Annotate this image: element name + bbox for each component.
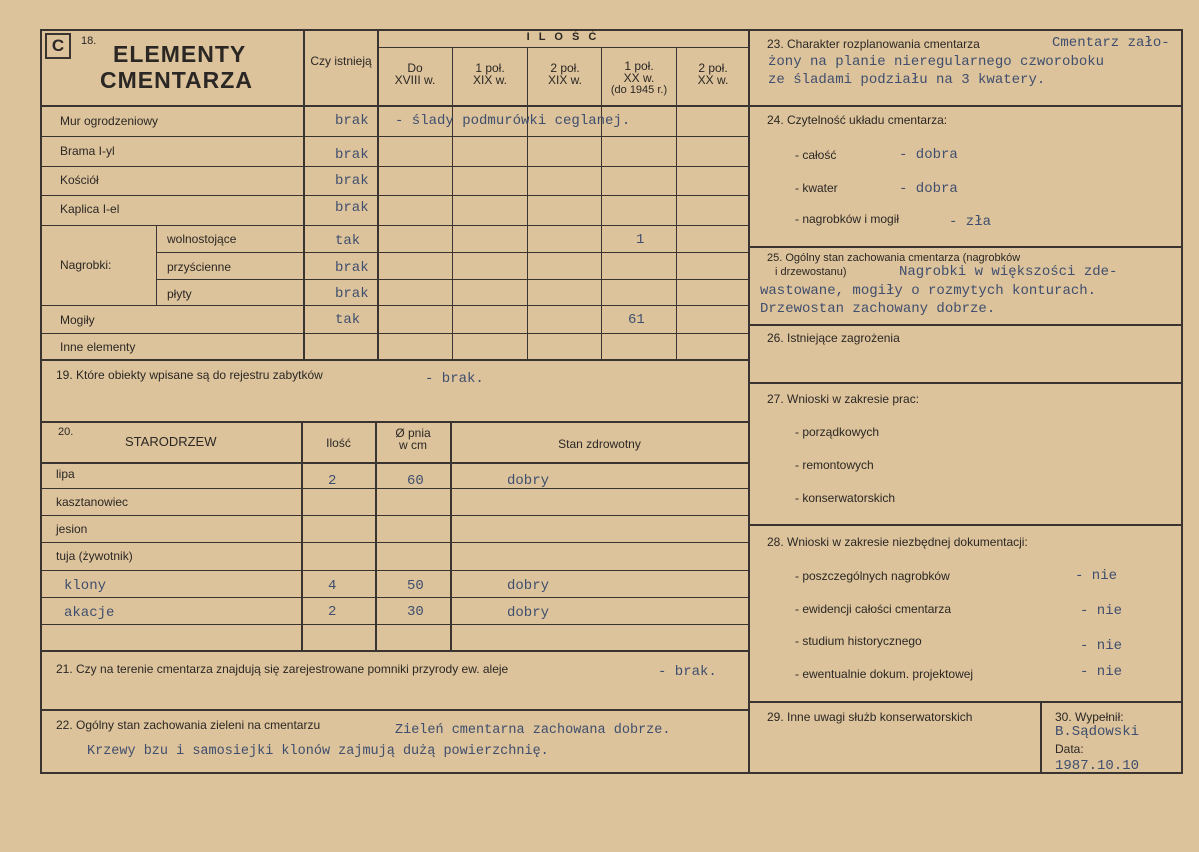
section-23-line1: Cmentarz zało- [1052,35,1170,51]
s28-item-value-4: - nie [1080,664,1123,680]
s27-item-2: - remontowych [795,458,874,472]
period-line-1: 1 poł. [475,61,505,75]
col-czy-istnieja: Czy istnieją [310,54,372,68]
section-29-label: 29. Inne uwagi służb konserwatorskich [767,710,973,724]
s24-item-label-3: - nagrobków i mogił [795,212,900,226]
section-21-answer: - brak. [658,664,717,680]
section-28-label: 28. Wnioski w zakresie niezbędnej dokumentacji: [767,535,1028,549]
section-25-label-line1: 25. Ogólny stan zachowania cmentarza (nagrobków [767,252,1021,264]
row-value-mur: brak [335,113,369,129]
row-label-mur: Mur ogrodzeniowy [60,114,159,128]
period-line-2: XIX w. [547,73,582,87]
tree-name-klony: klony [64,578,107,594]
s24-item-value-2: - dobra [899,181,958,197]
mur-note: - ślady podmurówki ceglanej. [395,113,631,129]
tree-diam-akacje: 30 [407,604,424,620]
row-label-plyty: płyty [167,287,192,301]
period-header-5 [677,62,749,86]
period-line-1: Do [407,61,423,75]
section-18-number: 18. [81,35,97,47]
s28-item-value-3: - nie [1080,638,1123,654]
section-26-label: 26. Istniejące zagrożenia [767,331,900,345]
s27-item-3: - konserwatorskich [795,491,896,505]
date-label: Data: [1055,742,1084,756]
period-header-1 [378,62,452,86]
section-19-answer: - brak. [425,371,484,387]
tree-state-akacje: dobry [507,605,550,621]
s28-item-value-1: - nie [1075,568,1118,584]
row-label-przyscienne: przyścienne [167,260,232,274]
row-label-nagrobki: Nagrobki: [60,258,112,272]
s24-item-value-3: - zła [949,214,992,230]
period-line-2: XIX w. [472,73,507,87]
s28-item-label-4: - ewentualnie dokum. projektowej [795,667,974,681]
tree-name-akacje: akacje [64,605,115,621]
section-22-answer-line2: Krzewy bzu i samosiejki klonów zajmują dużą powierzchnię. [87,744,549,759]
col-pnia-line2: w cm [399,438,427,452]
s28-item-label-3: - studium historycznego [795,634,922,648]
s28-item-value-2: - nie [1080,603,1123,619]
row-value-kosciol: brak [335,173,369,189]
period-line-2: XX w. [623,71,655,85]
section-25-line2: wastowane, mogiły o rozmytych konturach. [760,283,1097,299]
section-25-label-line2: i drzewostanu) [775,266,847,278]
tree-count-lipa: 2 [328,473,337,489]
section-27-label: 27. Wnioski w zakresie prac: [767,392,920,406]
filled-by-name: B.Sądowski [1055,724,1140,740]
col-pnia-line1: Ø pnia [395,426,431,440]
section-21-label: 21. Czy na terenie cmentarza znajdują się zarejestrowane pomniki przyrody ew. aleje [56,662,509,676]
row-label-inne: Inne elementy [60,340,136,354]
section-19-label: 19. Które obiekty wpisane są do rejestru zabytków [56,368,323,382]
period-header-3 [528,62,602,86]
row-value-kaplica: brak [335,200,369,216]
tree-name-kasztanowiec: kasztanowiec [56,495,129,509]
tree-name-lipa: lipa [56,467,75,481]
col-ilosc: I L O Ś Ć [526,31,600,43]
s24-item-label-1: - całość [795,148,837,162]
period-line-3: (do 1945 r.) [610,84,668,96]
row-label-brama: Brama I-yl [60,144,115,158]
row-label-kosciol: Kościół [60,173,99,187]
period-line-1: 1 poł. [624,59,654,73]
s28-item-label-2: - ewidencji całości cmentarza [795,602,952,616]
section-18-title-line1: ELEMENTY [113,41,247,67]
tree-name-jesion: jesion [56,522,88,536]
tree-state-lipa: dobry [507,473,550,489]
tree-diam-lipa: 60 [407,473,424,489]
section-20-number: 20. [58,426,74,438]
section-23-line3: ze śladami podziału na 3 kwatery. [768,72,1046,88]
period-header-4 [602,60,676,96]
period-header-2 [453,62,527,86]
period-line-1: 2 poł. [698,61,728,75]
col-ilosc-trees: Ilość [326,436,351,450]
row-value-plyty: brak [335,286,369,302]
col-pnia [376,427,450,451]
period-line-1: 2 poł. [550,61,580,75]
row-label-mogily: Mogiły [60,313,95,327]
period-line-2: XVIII w. [394,73,436,87]
section-24-label: 24. Czytelność układu cmentarza: [767,113,948,127]
tree-state-klony: dobry [507,578,550,594]
row-value-mogily: tak [335,312,361,328]
tree-diam-klony: 50 [407,578,424,594]
s24-item-label-2: - kwater [795,181,838,195]
row-count-wolnostojace: 1 [636,232,645,248]
row-label-wolnostojace: wolnostojące [167,232,237,246]
section-20-title: STARODRZEW [125,434,217,449]
section-25-line1: Nagrobki w większości zde- [899,264,1118,280]
row-value-przyscienne: brak [335,260,369,276]
s27-item-1: - porządkowych [795,425,880,439]
col-stan-zdrowotny: Stan zdrowotny [558,437,641,451]
s28-item-label-1: - poszczególnych nagrobków [795,569,950,583]
section-30-label: 30. Wypełnił: [1055,710,1124,724]
s24-item-value-1: - dobra [899,147,958,163]
section-23-label: 23. Charakter rozplanowania cmentarza [767,37,980,51]
section-22-answer-line1: Zieleń cmentarna zachowana dobrze. [395,723,671,738]
tree-count-klony: 4 [328,578,337,594]
section-25-line3: Drzewostan zachowany dobrze. [760,301,996,317]
tree-name-tuja: tuja (żywotnik) [56,549,133,563]
row-label-kaplica: Kaplica I-el [60,202,120,216]
row-count-mogily: 61 [628,312,645,328]
section-badge: C [45,33,71,59]
section-22-label: 22. Ogólny stan zachowania zieleni na cmentarzu [56,718,321,732]
section-18-title-line2: CMENTARZA [100,67,253,93]
date-value: 1987.10.10 [1055,758,1140,774]
section-23-line2: żony na planie nieregularnego czworoboku [768,54,1105,70]
row-value-brama: brak [335,147,369,163]
row-value-wolnostojace: tak [335,233,361,249]
tree-count-akacje: 2 [328,604,337,620]
period-line-2: XX w. [697,73,729,87]
